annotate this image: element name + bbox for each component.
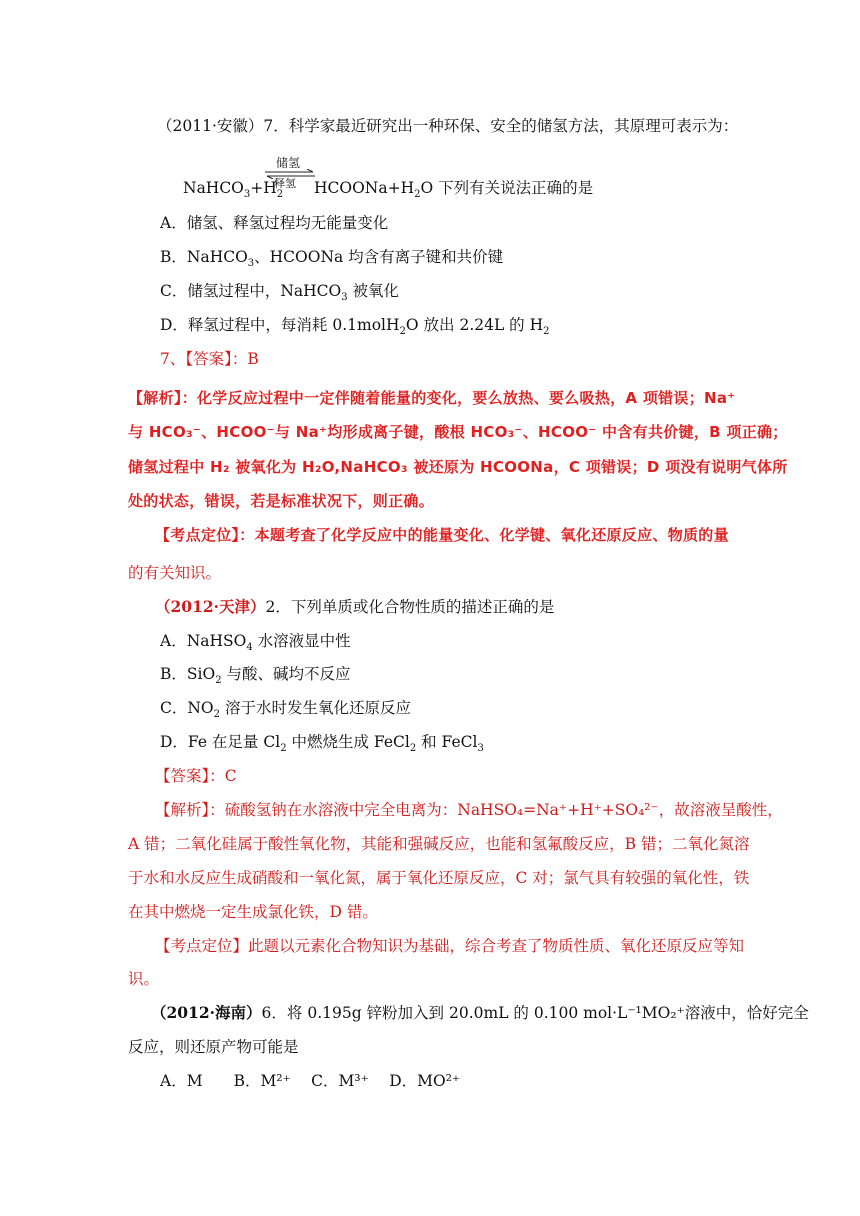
q1-equation: $NaHCO_3+H_2$	[183, 179, 284, 201]
arrow-label-release: 释氢	[274, 177, 296, 190]
q2-analysis-line-4: 在其中燃烧一定生成氯化铁，D 错。	[128, 903, 378, 921]
q1-kaodian-line-1: 【考点定位】：本题考查了化学反应中的能量变化、化学键、氧化还原反应、物质的量	[155, 526, 729, 544]
q2-answer: 【答案】：C	[155, 767, 237, 785]
q2-option-a: A．NaHSO$_4$ 水溶液显中性	[160, 632, 351, 654]
q1-option-c: C．储氢过程中，NaHCO$_3$ 被氧化	[160, 282, 400, 304]
q1-equation-right: $HCOONa+H_2O$ 下列有关说法正确的是	[314, 179, 594, 201]
q2-analysis-line-3: 于水和水反应生成硝酸和一氧化氮，属于氧化还原反应，C 对；氯气具有较强的氧化性，铁	[128, 869, 750, 887]
q1-kaodian-line-2: 的有关知识。	[128, 564, 222, 582]
q1-analysis-line-2: 与 HCO₃⁻、HCOO⁻与 Na⁺均形成离子键，酸根 HCO₃⁻、HCOO⁻ 中含有共价键，B 项正确；	[128, 423, 788, 441]
q2-analysis-line-2: A 错；二氧化硅属于酸性氧化物，其能和强碱反应，也能和氢氟酸反应，B 错；二氧化氮溶	[128, 835, 750, 853]
q2-analysis-line-1: 【解析】：硫酸氢钠在水溶液中完全电离为：NaHSO₄=Na⁺+H⁺+SO₄²⁻，故溶液呈酸性，	[155, 801, 783, 819]
q1-option-b: B．NaHCO$_3$、HCOONa 均含有离子键和共价键	[160, 248, 504, 270]
q2-intro: （2012·天津）2．下列单质或化合物性质的描述正确的是	[155, 597, 555, 616]
q1-intro: （2011·安徽）7．科学家最近研究出一种环保、安全的储氢方法，其原理可表示为：	[157, 117, 739, 135]
q1-analysis-line-1: 【解析】：化学反应过程中一定伴随着能量的变化，要么放热、要么吸热，A 项错误；Na⁺	[128, 389, 736, 407]
q3-options: A．M B．M²⁺ C．M³⁺ D．MO²⁺	[160, 1072, 461, 1090]
q1-analysis-line-4: 处的状态，错误，若是标准状况下，则正确。	[128, 492, 435, 510]
q1-analysis-line-3: 储氢过程中 H₂ 被氧化为 H₂O,NaHCO₃ 被还原为 HCOONa，C 项错误；D 项没有说明气体所	[128, 458, 788, 476]
q2-option-d: D．Fe 在足量 $Cl_2$ 中燃烧生成 FeCl$_2$ 和 FeCl$_3$	[160, 733, 484, 755]
q2-option-c: C．$NO_2$ 溶于水时发生氧化还原反应	[160, 699, 411, 721]
q2-kaodian-line-2: 识。	[128, 970, 160, 988]
q3-intro-line-2: 反应，则还原产物可能是	[128, 1038, 299, 1056]
q1-option-a: A．储氢、释氢过程均无能量变化	[160, 214, 389, 232]
q1-answer: 7、【答案】：B	[160, 350, 259, 368]
q2-kaodian-line-1: 【考点定位】此题以元素化合物知识为基础，综合考查了物质性质、氧化还原反应等知	[155, 937, 745, 955]
q1-option-d: D．释氢过程中，每消耗 0.1molH$_2$O 放出 2.24L 的 $H_2$	[160, 316, 550, 338]
q2-option-b: B．SiO$_2$ 与酸、碱均不反应	[160, 665, 351, 687]
q3-intro-line-1: （2012·海南）6．将 0.195g 锌粉加入到 20.0mL 的 0.100 mol·L⁻¹MO₂⁺溶液中，恰好完全	[151, 1003, 809, 1022]
arrow-label-store: 储氢	[276, 156, 301, 170]
